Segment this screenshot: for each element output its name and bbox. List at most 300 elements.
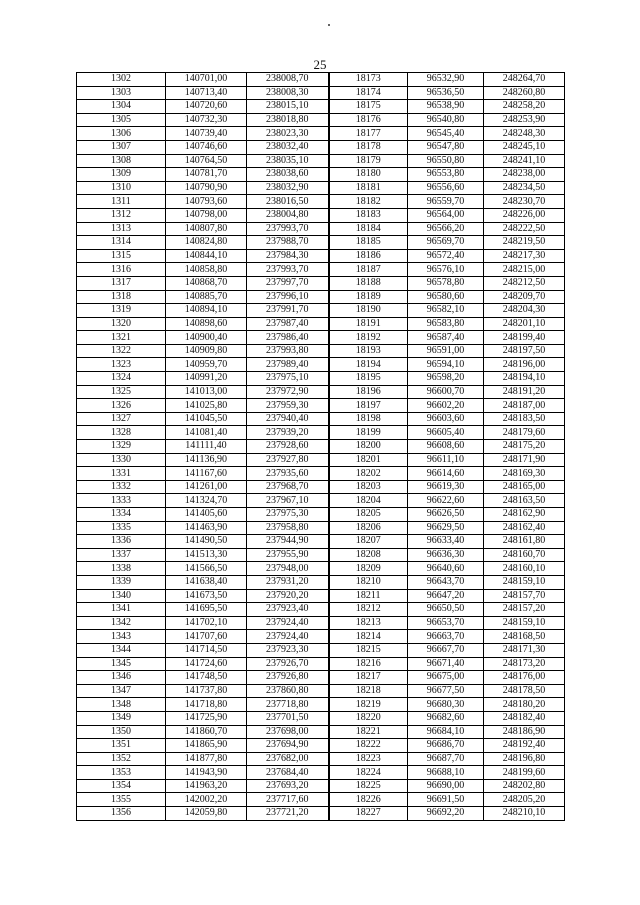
point-number-cell: 18197 (329, 399, 408, 413)
y-coordinate-cell: 248219,50 (484, 236, 565, 250)
x-coordinate-cell: 141045,50 (166, 412, 247, 426)
x-coordinate-cell: 141707,60 (166, 630, 247, 644)
table-row (77, 725, 565, 739)
table-row (77, 467, 565, 481)
y-coordinate-cell: 237968,70 (247, 480, 329, 494)
y-coordinate-cell: 237986,40 (247, 331, 329, 345)
point-number-cell: 18219 (329, 698, 408, 712)
x-coordinate-cell: 141673,50 (166, 589, 247, 603)
point-number-cell: 1317 (77, 276, 166, 290)
x-coordinate-cell: 96602,20 (408, 399, 484, 413)
point-number-cell: 18202 (329, 467, 408, 481)
point-number-cell: 18212 (329, 603, 408, 617)
table-row (77, 603, 565, 617)
x-coordinate-cell: 96663,70 (408, 630, 484, 644)
x-coordinate-cell: 96688,10 (408, 766, 484, 780)
y-coordinate-cell: 237991,70 (247, 304, 329, 318)
point-number-cell: 1331 (77, 467, 166, 481)
point-number-cell: 18195 (329, 372, 408, 386)
y-coordinate-cell: 248160,70 (484, 548, 565, 562)
y-coordinate-cell: 237923,30 (247, 643, 329, 657)
point-number-cell: 1316 (77, 263, 166, 277)
y-coordinate-cell: 248186,90 (484, 725, 565, 739)
point-number-cell: 18223 (329, 752, 408, 766)
point-number-cell: 18221 (329, 725, 408, 739)
point-number-cell: 18174 (329, 86, 408, 100)
x-coordinate-cell: 140807,80 (166, 222, 247, 236)
x-coordinate-cell: 140991,20 (166, 372, 247, 386)
table-row (77, 575, 565, 589)
point-number-cell: 1329 (77, 440, 166, 454)
point-number-cell: 18209 (329, 562, 408, 576)
table-row (77, 222, 565, 236)
x-coordinate-cell: 96684,10 (408, 725, 484, 739)
x-coordinate-cell: 140790,90 (166, 181, 247, 195)
x-coordinate-cell: 141463,90 (166, 521, 247, 535)
y-coordinate-cell: 248248,30 (484, 127, 565, 141)
x-coordinate-cell: 96545,40 (408, 127, 484, 141)
table-row (77, 331, 565, 345)
y-coordinate-cell: 248175,20 (484, 440, 565, 454)
point-number-cell: 1340 (77, 589, 166, 603)
point-number-cell: 18199 (329, 426, 408, 440)
table-row (77, 589, 565, 603)
y-coordinate-cell: 237931,20 (247, 575, 329, 589)
point-number-cell: 1332 (77, 480, 166, 494)
table-row (77, 684, 565, 698)
point-number-cell: 18189 (329, 290, 408, 304)
x-coordinate-cell: 141261,00 (166, 480, 247, 494)
x-coordinate-cell: 140885,70 (166, 290, 247, 304)
x-coordinate-cell: 96576,10 (408, 263, 484, 277)
x-coordinate-cell: 141167,60 (166, 467, 247, 481)
x-coordinate-cell: 140793,60 (166, 195, 247, 209)
x-coordinate-cell: 140746,60 (166, 140, 247, 154)
point-number-cell: 1311 (77, 195, 166, 209)
x-coordinate-cell: 141111,40 (166, 440, 247, 454)
table-row (77, 711, 565, 725)
y-coordinate-cell: 248179,60 (484, 426, 565, 440)
point-number-cell: 1302 (77, 73, 166, 87)
point-number-cell: 18185 (329, 236, 408, 250)
x-coordinate-cell: 141860,70 (166, 725, 247, 739)
point-number-cell: 1351 (77, 739, 166, 753)
scan-speck (328, 24, 330, 26)
point-number-cell: 1354 (77, 779, 166, 793)
y-coordinate-cell: 248210,10 (484, 807, 565, 821)
table-row (77, 426, 565, 440)
table-row (77, 521, 565, 535)
point-number-cell: 1348 (77, 698, 166, 712)
table-row (77, 276, 565, 290)
point-number-cell: 18220 (329, 711, 408, 725)
table-row (77, 195, 565, 209)
point-number-cell: 18186 (329, 249, 408, 263)
table-row (77, 766, 565, 780)
x-coordinate-cell: 140868,70 (166, 276, 247, 290)
point-number-cell: 1330 (77, 453, 166, 467)
y-coordinate-cell: 237975,10 (247, 372, 329, 386)
x-coordinate-cell: 140959,70 (166, 358, 247, 372)
point-number-cell: 1343 (77, 630, 166, 644)
y-coordinate-cell: 237920,20 (247, 589, 329, 603)
x-coordinate-cell: 96550,80 (408, 154, 484, 168)
point-number-cell: 1323 (77, 358, 166, 372)
y-coordinate-cell: 238035,10 (247, 154, 329, 168)
x-coordinate-cell: 96677,50 (408, 684, 484, 698)
y-coordinate-cell: 248199,60 (484, 766, 565, 780)
y-coordinate-cell: 248196,80 (484, 752, 565, 766)
x-coordinate-cell: 140894,10 (166, 304, 247, 318)
table-row (77, 154, 565, 168)
x-coordinate-cell: 140898,60 (166, 317, 247, 331)
x-coordinate-cell: 141877,80 (166, 752, 247, 766)
point-number-cell: 18208 (329, 548, 408, 562)
x-coordinate-cell: 96532,90 (408, 73, 484, 87)
x-coordinate-cell: 141718,80 (166, 698, 247, 712)
x-coordinate-cell: 141714,50 (166, 643, 247, 657)
y-coordinate-cell: 248157,70 (484, 589, 565, 603)
point-number-cell: 1307 (77, 140, 166, 154)
x-coordinate-cell: 96608,60 (408, 440, 484, 454)
point-number-cell: 1318 (77, 290, 166, 304)
point-number-cell: 18190 (329, 304, 408, 318)
y-coordinate-cell: 248165,00 (484, 480, 565, 494)
y-coordinate-cell: 248180,20 (484, 698, 565, 712)
y-coordinate-cell: 248197,50 (484, 344, 565, 358)
point-number-cell: 1312 (77, 208, 166, 222)
y-coordinate-cell: 237693,20 (247, 779, 329, 793)
y-coordinate-cell: 238008,30 (247, 86, 329, 100)
point-number-cell: 1333 (77, 494, 166, 508)
table-row (77, 236, 565, 250)
x-coordinate-cell: 96598,20 (408, 372, 484, 386)
x-coordinate-cell: 140739,40 (166, 127, 247, 141)
x-coordinate-cell: 96675,00 (408, 671, 484, 685)
x-coordinate-cell: 96667,70 (408, 643, 484, 657)
x-coordinate-cell: 96603,60 (408, 412, 484, 426)
table-row (77, 630, 565, 644)
point-number-cell: 18227 (329, 807, 408, 821)
table-row (77, 113, 565, 127)
point-number-cell: 1327 (77, 412, 166, 426)
x-coordinate-cell: 96553,80 (408, 168, 484, 182)
y-coordinate-cell: 248159,10 (484, 616, 565, 630)
point-number-cell: 18200 (329, 440, 408, 454)
y-coordinate-cell: 248226,00 (484, 208, 565, 222)
y-coordinate-cell: 237684,40 (247, 766, 329, 780)
table-row (77, 807, 565, 821)
y-coordinate-cell: 248245,10 (484, 140, 565, 154)
point-number-cell: 1338 (77, 562, 166, 576)
point-number-cell: 18215 (329, 643, 408, 657)
table-row (77, 249, 565, 263)
x-coordinate-cell: 141725,90 (166, 711, 247, 725)
point-number-cell: 1352 (77, 752, 166, 766)
point-number-cell: 18177 (329, 127, 408, 141)
x-coordinate-cell: 141136,90 (166, 453, 247, 467)
x-coordinate-cell: 96650,50 (408, 603, 484, 617)
point-number-cell: 1305 (77, 113, 166, 127)
x-coordinate-cell: 96582,10 (408, 304, 484, 318)
point-number-cell: 1350 (77, 725, 166, 739)
x-coordinate-cell: 96572,40 (408, 249, 484, 263)
point-number-cell: 18224 (329, 766, 408, 780)
point-number-cell: 1324 (77, 372, 166, 386)
x-coordinate-cell: 140824,80 (166, 236, 247, 250)
x-coordinate-cell: 141963,20 (166, 779, 247, 793)
y-coordinate-cell: 248204,30 (484, 304, 565, 318)
y-coordinate-cell: 248260,80 (484, 86, 565, 100)
x-coordinate-cell: 96626,50 (408, 508, 484, 522)
table-row (77, 304, 565, 318)
x-coordinate-cell: 141324,70 (166, 494, 247, 508)
x-coordinate-cell: 96682,60 (408, 711, 484, 725)
x-coordinate-cell: 140900,40 (166, 331, 247, 345)
x-coordinate-cell: 141724,60 (166, 657, 247, 671)
y-coordinate-cell: 248182,40 (484, 711, 565, 725)
point-number-cell: 1356 (77, 807, 166, 821)
y-coordinate-cell: 248173,20 (484, 657, 565, 671)
table-row (77, 752, 565, 766)
y-coordinate-cell: 237944,90 (247, 535, 329, 549)
x-coordinate-cell: 96633,40 (408, 535, 484, 549)
x-coordinate-cell: 96687,70 (408, 752, 484, 766)
point-number-cell: 18179 (329, 154, 408, 168)
point-number-cell: 18211 (329, 589, 408, 603)
point-number-cell: 1310 (77, 181, 166, 195)
point-number-cell: 1314 (77, 236, 166, 250)
table-row (77, 739, 565, 753)
point-number-cell: 18180 (329, 168, 408, 182)
y-coordinate-cell: 237926,70 (247, 657, 329, 671)
table-row (77, 671, 565, 685)
y-coordinate-cell: 238016,50 (247, 195, 329, 209)
point-number-cell: 18187 (329, 263, 408, 277)
y-coordinate-cell: 238018,80 (247, 113, 329, 127)
x-coordinate-cell: 142002,20 (166, 793, 247, 807)
y-coordinate-cell: 248212,50 (484, 276, 565, 290)
table-row (77, 168, 565, 182)
x-coordinate-cell: 141702,10 (166, 616, 247, 630)
point-number-cell: 18210 (329, 575, 408, 589)
table-row (77, 100, 565, 114)
y-coordinate-cell: 237955,90 (247, 548, 329, 562)
table-row (77, 73, 565, 87)
x-coordinate-cell: 96647,20 (408, 589, 484, 603)
y-coordinate-cell: 248196,00 (484, 358, 565, 372)
y-coordinate-cell: 248168,50 (484, 630, 565, 644)
y-coordinate-cell: 248171,90 (484, 453, 565, 467)
y-coordinate-cell: 237928,60 (247, 440, 329, 454)
y-coordinate-cell: 248238,00 (484, 168, 565, 182)
y-coordinate-cell: 237718,80 (247, 698, 329, 712)
point-number-cell: 1304 (77, 100, 166, 114)
point-number-cell: 1341 (77, 603, 166, 617)
point-number-cell: 1346 (77, 671, 166, 685)
y-coordinate-cell: 237860,80 (247, 684, 329, 698)
table-row (77, 793, 565, 807)
x-coordinate-cell: 96540,80 (408, 113, 484, 127)
x-coordinate-cell: 96686,70 (408, 739, 484, 753)
y-coordinate-cell: 237694,90 (247, 739, 329, 753)
point-number-cell: 18193 (329, 344, 408, 358)
y-coordinate-cell: 237926,80 (247, 671, 329, 685)
y-coordinate-cell: 237939,20 (247, 426, 329, 440)
page-number: 25 (313, 57, 327, 72)
coordinates-table-body (77, 73, 565, 821)
point-number-cell: 1320 (77, 317, 166, 331)
x-coordinate-cell: 141405,60 (166, 508, 247, 522)
y-coordinate-cell: 248230,70 (484, 195, 565, 209)
point-number-cell: 1339 (77, 575, 166, 589)
point-number-cell: 1345 (77, 657, 166, 671)
x-coordinate-cell: 96580,60 (408, 290, 484, 304)
point-number-cell: 1308 (77, 154, 166, 168)
table-row (77, 698, 565, 712)
x-coordinate-cell: 96591,00 (408, 344, 484, 358)
x-coordinate-cell: 96629,50 (408, 521, 484, 535)
y-coordinate-cell: 238015,10 (247, 100, 329, 114)
point-number-cell: 1309 (77, 168, 166, 182)
point-number-cell: 18196 (329, 385, 408, 399)
table-row (77, 440, 565, 454)
y-coordinate-cell: 248199,40 (484, 331, 565, 345)
x-coordinate-cell: 96587,40 (408, 331, 484, 345)
y-coordinate-cell: 237993,70 (247, 222, 329, 236)
y-coordinate-cell: 237989,40 (247, 358, 329, 372)
y-coordinate-cell: 248191,20 (484, 385, 565, 399)
point-number-cell: 18198 (329, 412, 408, 426)
table-row (77, 86, 565, 100)
y-coordinate-cell: 237993,80 (247, 344, 329, 358)
point-number-cell: 1335 (77, 521, 166, 535)
point-number-cell: 1344 (77, 643, 166, 657)
x-coordinate-cell: 140858,80 (166, 263, 247, 277)
x-coordinate-cell: 96556,60 (408, 181, 484, 195)
point-number-cell: 1342 (77, 616, 166, 630)
y-coordinate-cell: 248159,10 (484, 575, 565, 589)
point-number-cell: 1322 (77, 344, 166, 358)
table-row (77, 480, 565, 494)
x-coordinate-cell: 96605,40 (408, 426, 484, 440)
point-number-cell: 18214 (329, 630, 408, 644)
y-coordinate-cell: 248201,10 (484, 317, 565, 331)
point-number-cell: 18204 (329, 494, 408, 508)
table-row (77, 344, 565, 358)
y-coordinate-cell: 237924,40 (247, 616, 329, 630)
x-coordinate-cell: 96614,60 (408, 467, 484, 481)
y-coordinate-cell: 238023,30 (247, 127, 329, 141)
point-number-cell: 18173 (329, 73, 408, 87)
point-number-cell: 1334 (77, 508, 166, 522)
table-row (77, 290, 565, 304)
y-coordinate-cell: 237975,30 (247, 508, 329, 522)
x-coordinate-cell: 96640,60 (408, 562, 484, 576)
y-coordinate-cell: 237996,10 (247, 290, 329, 304)
y-coordinate-cell: 248194,10 (484, 372, 565, 386)
x-coordinate-cell: 96583,80 (408, 317, 484, 331)
x-coordinate-cell: 141513,30 (166, 548, 247, 562)
table-row (77, 494, 565, 508)
point-number-cell: 1355 (77, 793, 166, 807)
x-coordinate-cell: 142059,80 (166, 807, 247, 821)
table-row (77, 127, 565, 141)
table-row (77, 616, 565, 630)
x-coordinate-cell: 96536,50 (408, 86, 484, 100)
table-row (77, 385, 565, 399)
table-row (77, 562, 565, 576)
point-number-cell: 1326 (77, 399, 166, 413)
y-coordinate-cell: 237988,70 (247, 236, 329, 250)
x-coordinate-cell: 96680,30 (408, 698, 484, 712)
y-coordinate-cell: 237701,50 (247, 711, 329, 725)
point-number-cell: 1315 (77, 249, 166, 263)
x-coordinate-cell: 96622,60 (408, 494, 484, 508)
y-coordinate-cell: 248178,50 (484, 684, 565, 698)
y-coordinate-cell: 237927,80 (247, 453, 329, 467)
x-coordinate-cell: 96578,80 (408, 276, 484, 290)
point-number-cell: 1321 (77, 331, 166, 345)
x-coordinate-cell: 96566,20 (408, 222, 484, 236)
table-row (77, 358, 565, 372)
x-coordinate-cell: 96636,30 (408, 548, 484, 562)
point-number-cell: 18183 (329, 208, 408, 222)
y-coordinate-cell: 238038,60 (247, 168, 329, 182)
x-coordinate-cell: 96690,00 (408, 779, 484, 793)
y-coordinate-cell: 237972,90 (247, 385, 329, 399)
y-coordinate-cell: 248217,30 (484, 249, 565, 263)
point-number-cell: 18206 (329, 521, 408, 535)
table-row (77, 535, 565, 549)
x-coordinate-cell: 140798,00 (166, 208, 247, 222)
x-coordinate-cell: 96619,30 (408, 480, 484, 494)
x-coordinate-cell: 141638,40 (166, 575, 247, 589)
y-coordinate-cell: 248192,40 (484, 739, 565, 753)
y-coordinate-cell: 238004,80 (247, 208, 329, 222)
point-number-cell: 18216 (329, 657, 408, 671)
y-coordinate-cell: 248205,20 (484, 793, 565, 807)
point-number-cell: 18178 (329, 140, 408, 154)
point-number-cell: 1325 (77, 385, 166, 399)
x-coordinate-cell: 96643,70 (408, 575, 484, 589)
x-coordinate-cell: 96611,10 (408, 453, 484, 467)
y-coordinate-cell: 237948,00 (247, 562, 329, 576)
point-number-cell: 18184 (329, 222, 408, 236)
x-coordinate-cell: 140701,00 (166, 73, 247, 87)
table-row (77, 643, 565, 657)
y-coordinate-cell: 237940,40 (247, 412, 329, 426)
y-coordinate-cell: 248253,90 (484, 113, 565, 127)
y-coordinate-cell: 237967,10 (247, 494, 329, 508)
y-coordinate-cell: 237698,00 (247, 725, 329, 739)
point-number-cell: 18213 (329, 616, 408, 630)
y-coordinate-cell: 237958,80 (247, 521, 329, 535)
point-number-cell: 18207 (329, 535, 408, 549)
y-coordinate-cell: 237935,60 (247, 467, 329, 481)
point-number-cell: 18182 (329, 195, 408, 209)
y-coordinate-cell: 248258,20 (484, 100, 565, 114)
y-coordinate-cell: 237987,40 (247, 317, 329, 331)
y-coordinate-cell: 248264,70 (484, 73, 565, 87)
y-coordinate-cell: 238032,40 (247, 140, 329, 154)
point-number-cell: 18175 (329, 100, 408, 114)
point-number-cell: 1353 (77, 766, 166, 780)
coordinates-table (76, 72, 565, 821)
y-coordinate-cell: 237721,20 (247, 807, 329, 821)
table-row (77, 399, 565, 413)
point-number-cell: 18203 (329, 480, 408, 494)
